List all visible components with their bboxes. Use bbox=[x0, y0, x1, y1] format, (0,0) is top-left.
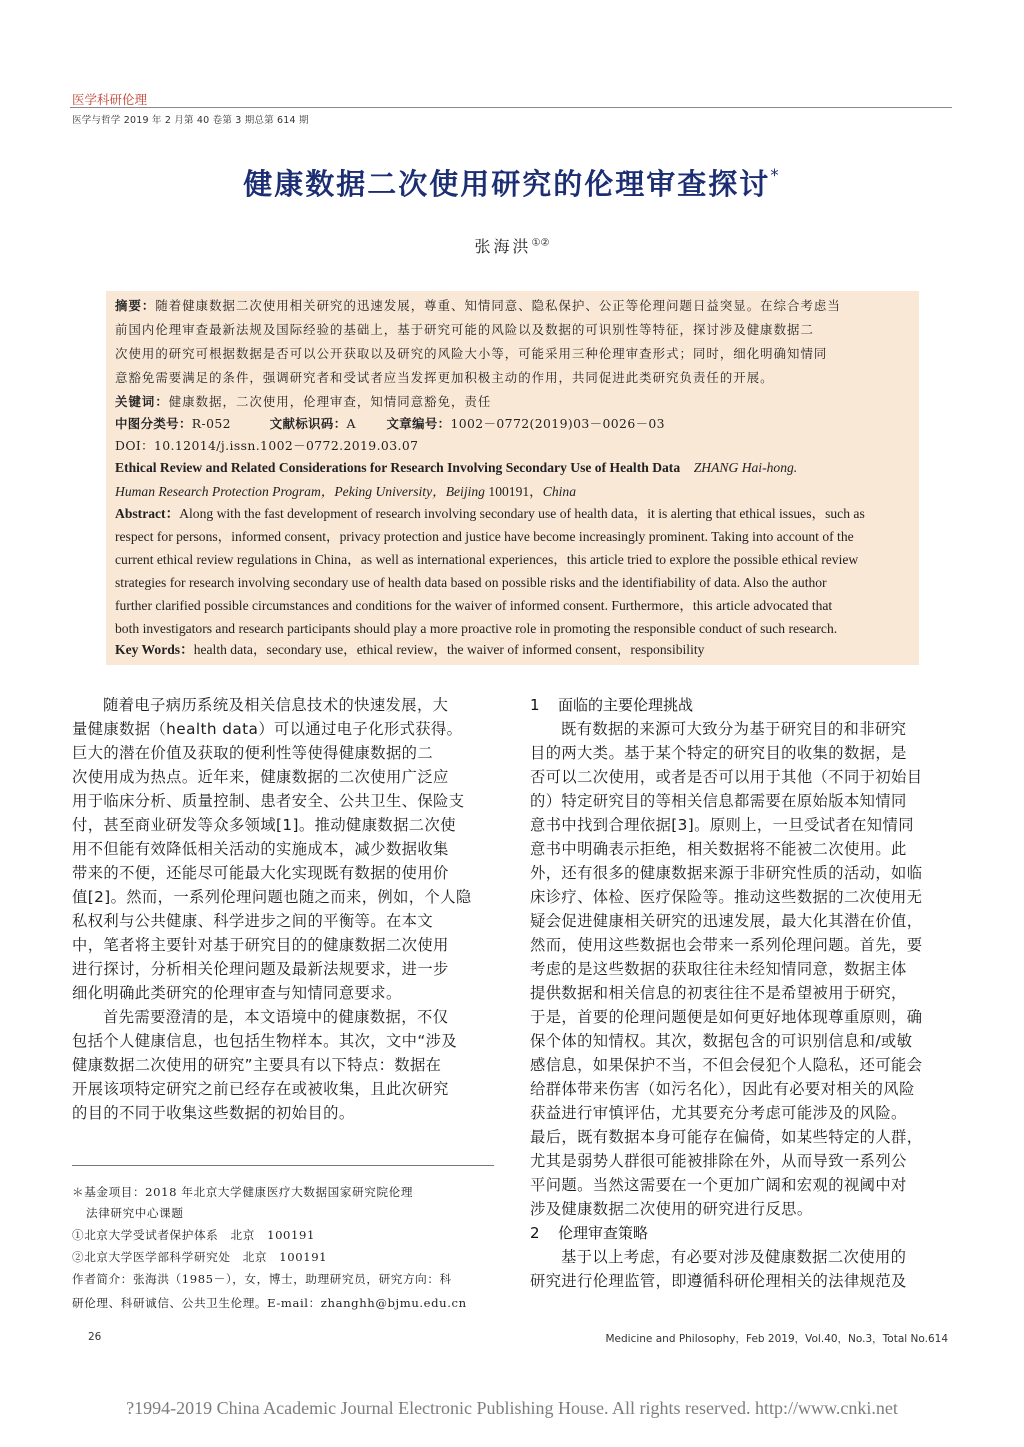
body-line: 的）特定研究目的等相关信息都需要在原始版本知情同 bbox=[530, 792, 907, 810]
article-title bbox=[0, 162, 1024, 203]
abstract-en-label: Abstract： bbox=[115, 506, 180, 521]
body-line: 于是，首要的伦理问题便是如何更好地体现尊重原则，确 bbox=[530, 1008, 923, 1026]
body-line: 进行探讨，分析相关伦理问题及最新法规要求，进一步 bbox=[72, 960, 449, 978]
abstract-en-line-6: both investigators and research participants should play a more proactive role in promoting the responsible conduct of such research. bbox=[115, 621, 838, 636]
article-number: 1002－0772(2019)03－0026－03 bbox=[450, 416, 665, 431]
body-line: 保个体的知情权。其次，数据包含的可识别信息和/或敏 bbox=[530, 1032, 913, 1050]
doc-code: A bbox=[346, 416, 356, 431]
body-line: 开展该项特定研究之前已经存在或被收集，且此次研究 bbox=[72, 1080, 449, 1098]
body-line: 首先需要澄清的是，本文语境中的健康数据，不仅 bbox=[103, 1008, 449, 1026]
body-line: 用不但能有效降低相关活动的实施成本，减少数据收集 bbox=[72, 840, 449, 858]
section-tag: 医学科研伦理 bbox=[72, 92, 148, 107]
english-author: ZHANG Hai-hong. bbox=[693, 460, 798, 475]
footnote-author-bio-cont: 研伦理、科研诚信、公共卫生伦理。E-mail：zhanghh@bjmu.edu.cn bbox=[72, 1296, 467, 1310]
body-line: 健康数据二次使用的研究”主要具有以下特点：数据在 bbox=[72, 1056, 442, 1074]
body-line: 考虑的是这些数据的获取往往未经知情同意，数据主体 bbox=[530, 960, 907, 978]
keywords-cn bbox=[115, 394, 911, 410]
keywords-cn-label: 关键词： bbox=[115, 394, 169, 409]
body-line: 付，甚至商业研发等众多领域[1]。推动健康数据二次使 bbox=[72, 816, 456, 834]
classification-line: 中图分类号：R-052 文献标识码：A 文章编号：1002－0772(2019)03－0026－03 bbox=[115, 416, 665, 431]
body-line: 最后，既有数据本身可能存在偏倚，如某些特定的人群， bbox=[530, 1128, 923, 1146]
author-affiliation-marks: ①② bbox=[531, 237, 550, 249]
english-title-line bbox=[115, 460, 911, 476]
body-line: 值[2]。然而，一系列伦理问题也随之而来，例如，个人隐 bbox=[72, 888, 472, 906]
abstract-en-line-4: strategies for research involving secondary use of health data based on possible risks and the identifiability of data. Also the author bbox=[115, 575, 827, 590]
abstract-cn-line-3: 次使用的研究可根据数据是否可以公开获取以及研究的风险大小等，可能采用三种伦理审查形式；同时，细化明确知情同 bbox=[115, 346, 828, 361]
copyright-notice: ?1994-2019 China Academic Journal Electronic Publishing House. All rights reserved. http://www.cnki.net bbox=[126, 1398, 898, 1418]
body-line: 巨大的潜在价值及获取的便利性等使得健康数据的二 bbox=[72, 744, 434, 762]
header-divider bbox=[70, 107, 952, 108]
body-line: 疑会促进健康相关研究的迅速发展，最大化其潜在价值， bbox=[530, 912, 923, 930]
body-line: 的目的不同于收集这些数据的初始目的。 bbox=[72, 1104, 355, 1122]
abstract-en-line-3: current ethical review regulations in China，as well as international experiences，this article tried to explore the possible ethical review bbox=[115, 552, 859, 567]
keywords-en-label: Key Words： bbox=[115, 642, 194, 657]
body-line: 带来的不便，还能尽可能最大化实现既有数据的使用价 bbox=[72, 864, 449, 882]
footnote-funding-cont: 法律研究中心课题 bbox=[86, 1206, 184, 1220]
title-text: 健康数据二次使用研究的伦理审查探讨 bbox=[243, 167, 771, 201]
abstract-en-line-1: Abstract：Along with the fast development of research involving secondary use of health data，it is alerting that ethical issues，such as bbox=[115, 506, 865, 521]
body-line: 提供数据和相关信息的初衷往往不是希望被用于研究， bbox=[530, 984, 907, 1002]
english-title: Ethical Review and Related Considerations for Research Involving Secondary Use of Health Data bbox=[115, 460, 681, 475]
body-line: 意书中找到合理依据[3]。原则上，一旦受试者在知情同 bbox=[530, 816, 914, 834]
abstract-cn-line-1: 摘要：随着健康数据二次使用相关研究的迅速发展，尊重、知情同意、隐私保护、公正等伦理问题日益突显。在综合考虑当 bbox=[115, 298, 841, 313]
body-line: 外，还有很多的健康数据来源于非研究性质的活动，如临 bbox=[530, 864, 923, 882]
body-line: 获益进行审慎评估，尤其要充分考虑可能涉及的风险。 bbox=[530, 1104, 907, 1122]
abstract-cn-label: 摘要： bbox=[115, 298, 156, 313]
footnote-author-bio: 作者简介：张海洪（1985－），女，博士，助理研究员，研究方向：科 bbox=[72, 1272, 452, 1286]
body-line: 感信息，如果保护不当，不但会侵犯个人隐私，还可能会 bbox=[530, 1056, 923, 1074]
body-line: 细化明确此类研究的伦理审查与知情同意要求。 bbox=[72, 984, 402, 1002]
body-line: 用于临床分析、质量控制、患者安全、公共卫生、保险支 bbox=[72, 792, 465, 810]
body-line: 中，笔者将主要针对基于研究目的的健康数据二次使用 bbox=[72, 936, 449, 954]
journal-issue-info: 医学与哲学 2019 年 2 月第 40 卷第 3 期总第 614 期 bbox=[72, 115, 309, 126]
abstract-cn-line-4: 意豁免需要满足的条件，强调研究者和受试者应当发挥更加积极主动的作用，共同促进此类研究负责任的开展。 bbox=[115, 370, 774, 385]
doi-value: 10.12014/j.issn.1002－0772.2019.03.07 bbox=[153, 438, 419, 453]
body-line: 既有数据的来源可大致分为基于研究目的和非研究 bbox=[561, 720, 907, 738]
body-line: 基于以上考虑，有必要对涉及健康数据二次使用的 bbox=[561, 1248, 907, 1266]
body-line: 次使用成为热点。近年来，健康数据的二次使用广泛应 bbox=[72, 768, 449, 786]
footnote-affiliation-2: ②北京大学医学部科学研究处 北京 100191 bbox=[72, 1250, 328, 1264]
doi-line: DOI：10.12014/j.issn.1002－0772.2019.03.07 bbox=[115, 438, 419, 453]
body-line: 床诊疗、体检、医疗保险等。推动这些数据的二次使用无 bbox=[530, 888, 923, 906]
keywords-cn-text: 健康数据，二次使用，伦理审查，知情同意豁免，责任 bbox=[168, 394, 492, 409]
keywords-en-text: health data，secondary use，ethical review，the waiver of informed consent，responsibility bbox=[193, 642, 705, 657]
body-line: 涉及健康数据二次使用的研究进行反思。 bbox=[530, 1200, 813, 1218]
body-line: 给群体带来伤害（如污名化），因此有必要对相关的风险 bbox=[530, 1080, 915, 1098]
body-line: 意书中明确表示拒绝，相关数据将不能被二次使用。此 bbox=[530, 840, 907, 858]
footnote-funding: ＊基金项目：2018 年北京大学健康医疗大数据国家研究院伦理 bbox=[72, 1185, 414, 1199]
body-line: 包括个人健康信息，也包括生物样本。其次，文中“涉及 bbox=[72, 1032, 458, 1050]
body-column-left bbox=[72, 693, 496, 1125]
keywords-en bbox=[115, 642, 911, 658]
body-line: 否可以二次使用，或者是否可以用于其他（不同于初始目 bbox=[530, 768, 923, 786]
title-footnote-mark: * bbox=[770, 166, 781, 187]
body-line: 私权利与公共健康、科学进步之间的平衡等。在本文 bbox=[72, 912, 434, 930]
abstract-en-line-2: respect for persons，informed consent，privacy protection and justice have become increasingly prominent. Taking into account of the bbox=[115, 529, 854, 544]
abstract-en-line-5: further clarified possible circumstances and conditions for the waiver of informed consent. Furthermore，this article advocated that bbox=[115, 598, 833, 613]
footer-journal-info: Medicine and Philosophy，Feb 2019，Vol.40，No.3，Total No.614 bbox=[605, 1333, 948, 1345]
body-line: 研究进行伦理监管，即遵循科研伦理相关的法律规范及 bbox=[530, 1272, 907, 1290]
author-line bbox=[0, 234, 1024, 257]
body-line: 尤其是弱势人群很可能被排除在外，从而导致一系列公 bbox=[530, 1152, 907, 1170]
page-number: 26 bbox=[88, 1331, 102, 1343]
abstract-cn-line-2: 前国内伦理审查最新法规及国际经验的基础上，基于研究可能的风险以及数据的可识别性等特征，探讨涉及健康数据二 bbox=[115, 322, 814, 337]
body-line: 目的两大类。基于某个特定的研究目的收集的数据，是 bbox=[530, 744, 907, 762]
clc-code: R-052 bbox=[191, 416, 231, 431]
section-heading-1: 1 面临的主要伦理挑战 bbox=[530, 696, 694, 714]
author-name: 张海洪 bbox=[474, 237, 532, 256]
body-line: 然而，使用这些数据也会带来一系列伦理问题。首先，要 bbox=[530, 936, 923, 954]
footnote-divider bbox=[72, 1165, 494, 1166]
body-line: 量健康数据（health data）可以通过电子化形式获得。 bbox=[72, 720, 463, 738]
body-column-right bbox=[530, 693, 954, 1293]
footnote-affiliation-1: ①北京大学受试者保护体系 北京 100191 bbox=[72, 1228, 315, 1242]
body-line: 平问题。当然这需要在一个更加广阔和宏观的视阈中对 bbox=[530, 1176, 907, 1194]
section-heading-2: 2 伦理审查策略 bbox=[530, 1224, 649, 1242]
english-affiliation-line: Human Research Protection Program，Peking University，Beijing 100191，China bbox=[115, 484, 576, 499]
body-line: 随着电子病历系统及相关信息技术的快速发展，大 bbox=[103, 696, 449, 714]
